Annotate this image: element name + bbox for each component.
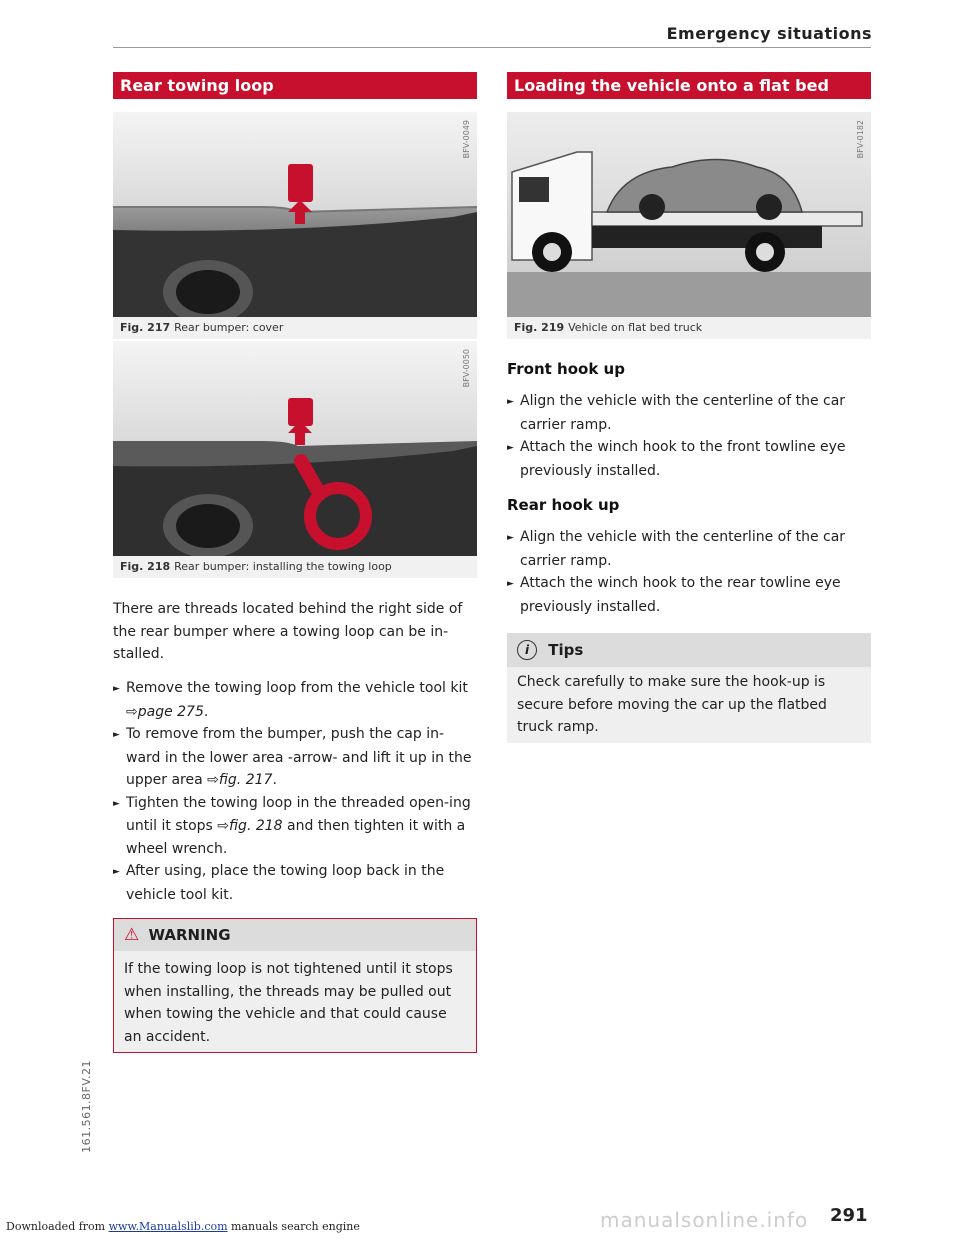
bullet-arrow-icon: ►	[113, 684, 120, 694]
list-item: ► Attach the winch hook to the rear towline eye previously installed.	[507, 575, 841, 615]
caption-text: Rear bumper: installing the towing loop	[174, 560, 392, 573]
bullet-arrow-icon: ►	[507, 443, 514, 453]
cross-reference-link[interactable]: ⇨fig. 217	[207, 772, 273, 788]
flat-bed-truck-illustration	[507, 112, 871, 317]
list-item: ► After using, place the towing loop back in the vehicle tool kit.	[113, 863, 445, 903]
document-code: 161.561.8FV.21	[80, 1060, 93, 1153]
tips-text: Check carefully to make sure the hook-up is secure before moving the car up the flatbed truck ramp.	[507, 667, 871, 743]
figure-219	[507, 112, 871, 317]
list-item: ► Remove the towing loop from the vehicle tool kit ⇨page 275.	[113, 680, 468, 720]
rear-hook-up-list	[507, 526, 869, 618]
list-item: ► Align the vehicle with the centerline of the car carrier ramp.	[507, 529, 846, 569]
bullet-arrow-icon: ►	[507, 397, 514, 407]
cross-reference-link[interactable]: ⇨fig. 218	[217, 818, 283, 834]
caption-text: Vehicle on flat bed truck	[568, 321, 703, 334]
download-source: Downloaded from www.Manualslib.com manuals search engine	[6, 1220, 360, 1233]
header-rule	[113, 47, 871, 48]
figure-218	[113, 341, 477, 556]
list-item: ► Align the vehicle with the centerline of the car carrier ramp.	[507, 393, 846, 433]
warning-triangle-icon: ⚠	[124, 925, 140, 945]
caption-label: Fig. 218	[120, 560, 171, 573]
towing-steps-list	[113, 677, 475, 906]
bullet-arrow-icon: ►	[507, 533, 514, 543]
page-number: 291	[830, 1205, 868, 1226]
section-title-rear-towing-loop: Rear towing loop	[113, 72, 477, 99]
page-header-title: Emergency situations	[666, 24, 872, 43]
caption-label: Fig. 219	[514, 321, 565, 334]
tips-box	[507, 633, 871, 743]
list-item: ► Attach the winch hook to the front towline eye previously installed.	[507, 439, 846, 479]
bullet-arrow-icon: ►	[113, 867, 120, 877]
warning-title: WARNING	[148, 926, 231, 944]
bullet-arrow-icon: ►	[507, 579, 514, 589]
tips-title: Tips	[548, 641, 584, 659]
warning-header	[114, 919, 476, 951]
watermark: manualsonline.info	[600, 1208, 809, 1232]
front-hook-up-heading: Front hook up	[507, 360, 625, 378]
towing-loop-installation-illustration	[113, 341, 477, 556]
figure-id-217: BFV-0049	[462, 120, 471, 159]
caption-218	[113, 556, 477, 578]
front-hook-up-list	[507, 390, 869, 482]
tips-header	[507, 633, 871, 667]
intro-paragraph: There are threads located behind the right side of the rear bumper where a towing loop can be in-stalled.	[113, 601, 463, 662]
bullet-arrow-icon: ►	[113, 730, 120, 740]
rear-bumper-cover-illustration	[113, 112, 477, 317]
figure-217	[113, 112, 477, 317]
bullet-arrow-icon: ►	[113, 798, 120, 809]
caption-219	[507, 317, 871, 339]
caption-217	[113, 317, 477, 339]
caption-label: Fig. 217	[120, 321, 171, 334]
info-icon: i	[517, 640, 537, 660]
figure-id-219: BFV-0182	[856, 120, 865, 159]
list-item: ► To remove from the bumper, push the cap in-ward in the lower area -arrow- and lift it up in the upper area ⇨fig. 217.	[113, 726, 472, 788]
rear-hook-up-heading: Rear hook up	[507, 496, 620, 514]
figure-id-218: BFV-0050	[462, 349, 471, 388]
manualslib-link[interactable]: www.Manualslib.com	[108, 1220, 228, 1233]
warning-box	[113, 918, 477, 1053]
cross-reference-link[interactable]: ⇨page 275	[126, 703, 204, 720]
caption-text: Rear bumper: cover	[174, 321, 284, 334]
warning-text: If the towing loop is not tightened until it stops when installing, the threads may be pulled out when towing the vehicle and that could cause an accident.	[114, 951, 476, 1052]
section-title-flat-bed: Loading the vehicle onto a flat bed	[507, 72, 871, 99]
list-item: ► Tighten the towing loop in the threaded open-ing until it stops ⇨fig. 218 and then tighten it with a wheel wrench.	[113, 794, 471, 857]
